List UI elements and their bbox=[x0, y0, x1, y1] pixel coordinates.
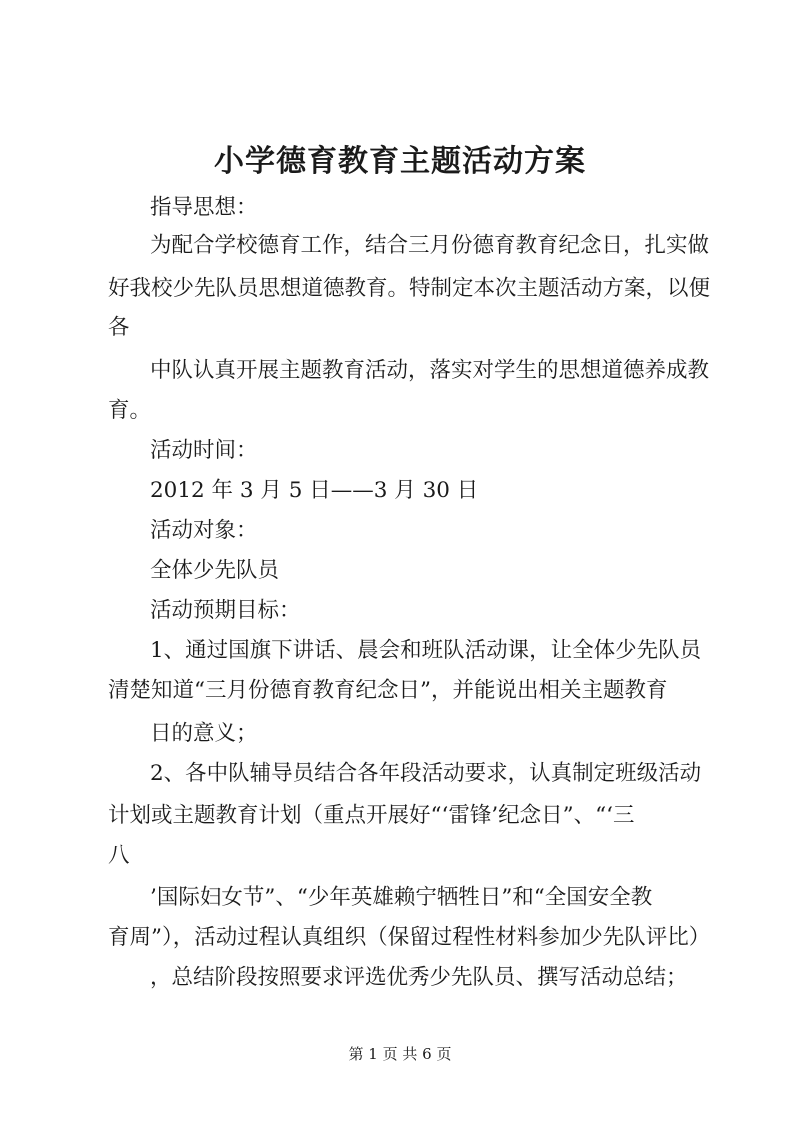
paragraph-line: 各 bbox=[108, 315, 130, 340]
goal-item-2-line: 2、各中队辅导员结合各年段活动要求，认真制定班级活动 bbox=[150, 761, 702, 786]
heading-activity-target: 活动对象： bbox=[150, 518, 258, 543]
goal-item-2-line: 计划或主题教育计划（重点开展好“‘雷锋’纪念日”、“‘三 bbox=[108, 803, 635, 828]
activity-date-range: 2012 年 3 月 5 日——3 月 30 日 bbox=[150, 478, 479, 503]
goal-item-1-line: 日的意义； bbox=[150, 721, 258, 746]
goal-item-2-line: 育周”），活动过程认真组织（保留过程性材料参加少先队评比） bbox=[108, 925, 711, 950]
activity-target-value: 全体少先队员 bbox=[150, 558, 280, 583]
goal-item-2-line: ’国际妇女节”、“少年英雄赖宁牺牲日”和“全国安全教 bbox=[150, 885, 653, 910]
paragraph-line: 中队认真开展主题教育活动，落实对学生的思想道德养成教 bbox=[150, 358, 710, 383]
paragraph-line: 为配合学校德育工作，结合三月份德育教育纪念日，扎实做 bbox=[150, 233, 710, 258]
goal-item-2-line: 八 bbox=[108, 843, 130, 868]
page-footer: 第 1 页 共 6 页 bbox=[348, 1045, 452, 1063]
goal-item-1-line: 1、通过国旗下讲话、晨会和班队活动课，让全体少先队员 bbox=[150, 638, 702, 663]
heading-guiding-ideology: 指导思想： bbox=[150, 195, 258, 220]
paragraph-line: 育。 bbox=[108, 398, 152, 423]
paragraph-line: 好我校少先队员思想道德教育。特制定本次主题活动方案，以便 bbox=[108, 276, 711, 301]
heading-activity-time: 活动时间： bbox=[150, 438, 258, 463]
document-title: 小学德育教育主题活动方案 bbox=[214, 144, 586, 179]
heading-expected-goals: 活动预期目标： bbox=[150, 598, 301, 623]
goal-item-1-line: 清楚知道“三月份德育教育纪念日”，并能说出相关主题教育 bbox=[108, 678, 668, 703]
goal-item-2-line: ，总结阶段按照要求评选优秀少先队员、撰写活动总结； bbox=[150, 965, 688, 990]
